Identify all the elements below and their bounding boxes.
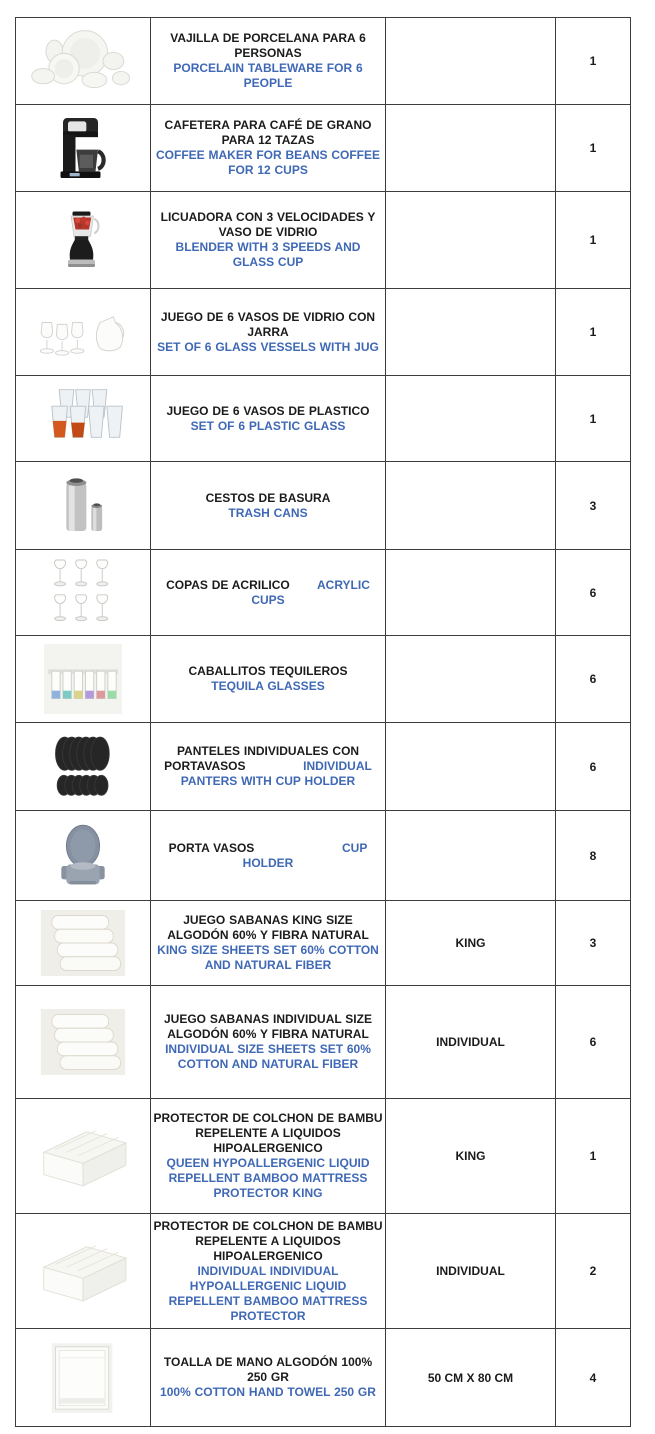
description-spanish: VAJILLA DE PORCELANA PARA 6 PERSONAS (170, 31, 366, 60)
quantity-cell: 6 (556, 723, 631, 811)
quantity-cell: 6 (556, 636, 631, 723)
quantity-cell: 1 (556, 18, 631, 105)
description-english: COFFEE MAKER FOR BEANS COFFEE FOR 12 CUPS (155, 148, 380, 177)
product-description-cell (151, 723, 386, 811)
trash-cans-image (33, 497, 133, 514)
plastic-glasses-image (28, 410, 138, 427)
inventory-table (15, 17, 631, 1427)
quantity-cell: 4 (556, 1329, 631, 1427)
size-cell (386, 18, 556, 105)
product-description-cell (151, 1214, 386, 1329)
table-row (16, 901, 631, 986)
product-description-cell (151, 550, 386, 636)
product-image-cell (16, 1099, 151, 1214)
text-gap (249, 769, 299, 770)
product-image-cell (16, 289, 151, 376)
quantity-cell: 1 (556, 1099, 631, 1214)
quantity-cell: 6 (556, 986, 631, 1099)
product-image-cell (16, 1329, 151, 1427)
description-spanish: PANTELES INDIVIDUALES CON PORTAVASOS (164, 744, 360, 773)
quantity-cell: 1 (556, 105, 631, 192)
description-spanish: CAFETERA PARA CAFÉ DE GRANO PARA 12 TAZAS (164, 118, 372, 147)
text-gap (294, 588, 314, 589)
mattress-protector-image (27, 1262, 139, 1279)
size-cell (386, 376, 556, 462)
description-spanish: COPAS DE ACRILICO (166, 577, 290, 592)
text-gap (258, 851, 338, 852)
product-description-cell (151, 105, 386, 192)
description-english: KING SIZE SHEETS SET 60% COTTON AND NATURAL FIBER (157, 943, 379, 972)
size-cell (386, 723, 556, 811)
table-row (16, 192, 631, 289)
table-row (16, 811, 631, 901)
quantity-cell: 6 (556, 550, 631, 636)
description-spanish: JUEGO SABANAS KING SIZE ALGODÓN 60% Y FIBRA NATURAL (167, 913, 369, 942)
product-description-cell (151, 18, 386, 105)
cup-holder-image (33, 847, 133, 864)
size-cell (386, 811, 556, 901)
size-cell: INDIVIDUAL (386, 1214, 556, 1329)
description-spanish: JUEGO DE 6 VASOS DE PLASTICO (166, 403, 370, 418)
sheet-set-image (28, 1033, 138, 1050)
description-english: 100% COTTON HAND TOWEL 250 GR (160, 1385, 376, 1399)
product-image-cell (16, 811, 151, 901)
description-spanish: JUEGO SABANAS INDIVIDUAL SIZE ALGODÓN 60% Y FIBRA NATURAL (164, 1012, 372, 1041)
table-row (16, 636, 631, 723)
table-row (16, 986, 631, 1099)
size-cell: 50 CM X 80 CM (386, 1329, 556, 1427)
hand-towel-image (28, 1369, 138, 1386)
description-spanish: PROTECTOR DE COLCHON DE BAMBU REPELENTE A LIQUIDOS HIPOALERGENICO (153, 1111, 383, 1155)
description-english: INDIVIDUAL INDIVIDUAL HYPOALLERGENIC LIQUID REPELLENT BAMBOO MATTRESS PROTECTOR (168, 1263, 368, 1323)
product-description-cell (151, 901, 386, 986)
size-cell (386, 550, 556, 636)
table-row (16, 105, 631, 192)
size-cell (386, 192, 556, 289)
product-image-cell (16, 462, 151, 550)
placemats-with-coasters-image (33, 758, 133, 775)
coffee-maker-image (33, 139, 133, 156)
product-description-cell (151, 811, 386, 901)
size-cell: INDIVIDUAL (386, 986, 556, 1099)
table-row (16, 550, 631, 636)
tequila-glasses-image (24, 670, 142, 687)
description-spanish: TOALLA DE MANO ALGODÓN 100% 250 GR (163, 1355, 373, 1384)
product-image-cell (16, 105, 151, 192)
quantity-cell: 1 (556, 192, 631, 289)
table-row (16, 1099, 631, 1214)
description-english: ACRYLIC CUPS (251, 577, 370, 607)
size-cell (386, 462, 556, 550)
product-image-cell (16, 192, 151, 289)
description-english: SET OF 6 GLASS VESSELS WITH JUG (157, 339, 379, 354)
table-row (16, 462, 631, 550)
product-image-cell (16, 376, 151, 462)
product-description-cell (151, 462, 386, 550)
product-description-cell (151, 1329, 386, 1427)
product-image-cell (16, 723, 151, 811)
description-spanish: PORTA VASOS (168, 840, 255, 855)
description-english: INDIVIDUAL SIZE SHEETS SET 60% COTTON AND NATURAL FIBER (165, 1042, 371, 1071)
description-english: CUP HOLDER (242, 840, 368, 870)
product-description-cell (151, 289, 386, 376)
sheet-set-image (28, 934, 138, 951)
product-image-cell (16, 1214, 151, 1329)
description-spanish: CESTOS DE BASURA (205, 490, 331, 505)
acrylic-cups-image (28, 584, 138, 601)
quantity-cell: 1 (556, 289, 631, 376)
product-description-cell (151, 986, 386, 1099)
mattress-protector-image (27, 1147, 139, 1164)
table-row (16, 376, 631, 462)
quantity-cell: 3 (556, 462, 631, 550)
glass-set-with-jug-image (23, 323, 143, 340)
size-cell (386, 289, 556, 376)
description-english: QUEEN HYPOALLERGENIC LIQUID REPELLENT BAMBOO MATTRESS PROTECTOR KING (166, 1156, 370, 1200)
quantity-cell: 3 (556, 901, 631, 986)
product-description-cell (151, 376, 386, 462)
product-description-cell (151, 1099, 386, 1214)
description-spanish: PROTECTOR DE COLCHON DE BAMBU REPELENTE A LIQUIDOS HIPOALERGENICO (153, 1218, 383, 1263)
description-english: PORCELAIN TABLEWARE FOR 6 PEOPLE (173, 61, 363, 90)
table-row (16, 289, 631, 376)
size-cell (386, 636, 556, 723)
size-cell: KING (386, 901, 556, 986)
product-description-cell (151, 636, 386, 723)
description-english: TRASH CANS (228, 505, 308, 520)
table-row (16, 18, 631, 105)
product-image-cell (16, 636, 151, 723)
description-english: INDIVIDUAL PANTERS WITH CUP HOLDER (180, 759, 372, 788)
description-spanish: CABALLITOS TEQUILEROS (188, 664, 348, 678)
table-row (16, 1329, 631, 1427)
size-cell: KING (386, 1099, 556, 1214)
size-cell (386, 105, 556, 192)
product-description-cell (151, 192, 386, 289)
quantity-cell: 1 (556, 376, 631, 462)
blender-image (38, 231, 128, 248)
description-english: BLENDER WITH 3 SPEEDS AND GLASS CUP (175, 240, 361, 269)
product-image-cell (16, 986, 151, 1099)
quantity-cell: 2 (556, 1214, 631, 1329)
table-row (16, 723, 631, 811)
description-english: TEQUILA GLASSES (211, 679, 325, 693)
product-image-cell (16, 550, 151, 636)
description-spanish: LICUADORA CON 3 VELOCIDADES Y VASO DE VIDRIO (160, 210, 376, 239)
porcelain-tableware-image (24, 52, 142, 69)
description-english: SET OF 6 PLASTIC GLASS (190, 418, 346, 433)
product-image-cell (16, 901, 151, 986)
inventory-table-body (16, 18, 631, 1427)
quantity-cell: 8 (556, 811, 631, 901)
table-row (16, 1214, 631, 1329)
description-spanish: JUEGO DE 6 VASOS DE VIDRIO CON JARRA (160, 309, 376, 339)
product-image-cell (16, 18, 151, 105)
